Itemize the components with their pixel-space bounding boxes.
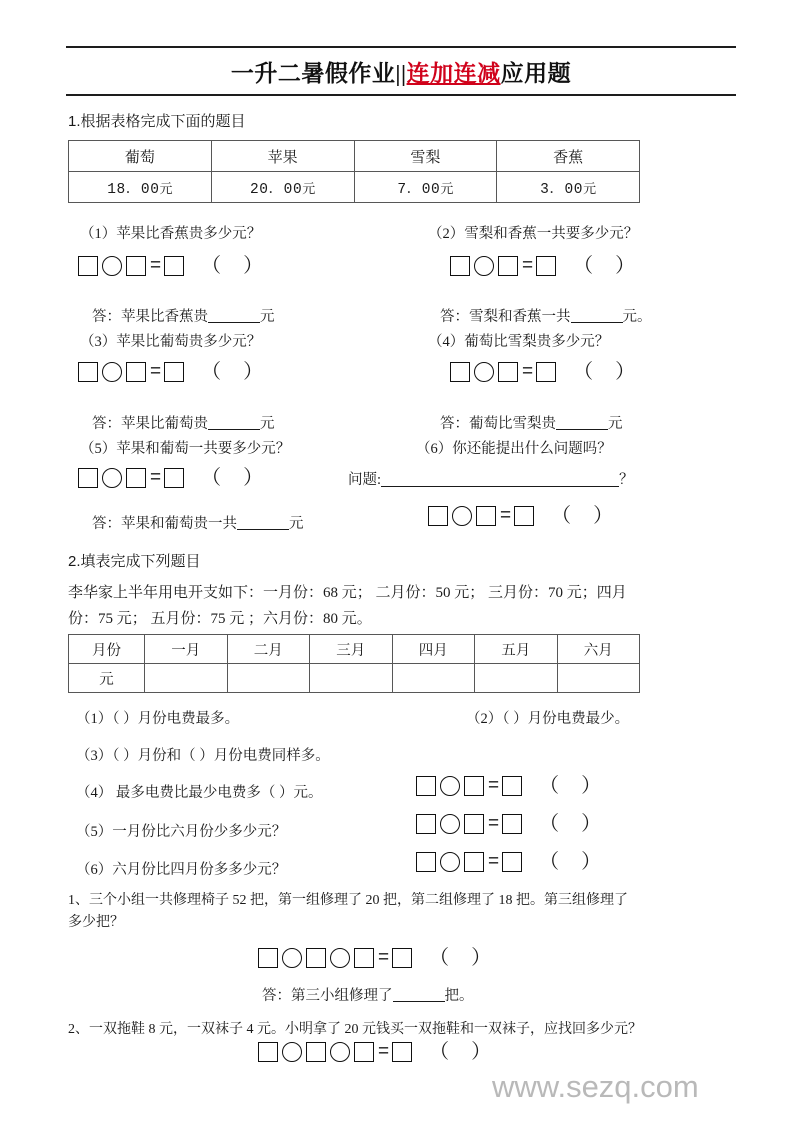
answer-prefix: 答：葡萄比雪梨贵: [440, 416, 556, 432]
section2-question-1: （1）（ ）月份电费最多。: [76, 711, 240, 727]
month-table-header-cell: 三月: [310, 635, 393, 664]
answer-box[interactable]: [354, 1042, 374, 1062]
month-table-header-cell: 五月: [475, 635, 558, 664]
answer-suffix: 元: [260, 309, 275, 325]
equals-sign: =: [522, 255, 534, 276]
price-unit: 元: [302, 180, 316, 196]
answer-blank[interactable]: [208, 309, 260, 323]
problem-prompt-label: 问题:: [348, 472, 382, 488]
page-title-highlight: 连加连减: [406, 61, 501, 86]
section2-question-4: （4） 最多电费比最少电费多（ ）元。: [76, 785, 323, 801]
answer-blank[interactable]: [208, 416, 260, 430]
price-value: 18．00: [107, 181, 160, 198]
price-table-header-cell: 葡萄: [69, 141, 212, 172]
formula-row-5: [78, 468, 285, 488]
unit-parentheses[interactable]: （）: [429, 1041, 514, 1063]
answer-prefix: 答：苹果和葡萄贵一共: [92, 516, 237, 532]
word-problem-1-line2: 多少把？: [68, 915, 124, 930]
word-problem-1-formula: [258, 948, 513, 968]
equals-sign: =: [150, 361, 162, 382]
operator-circle[interactable]: [330, 948, 350, 968]
answer-blank[interactable]: [556, 416, 608, 430]
formula-row-1: [78, 256, 285, 276]
page-title-suffix: 应用题: [500, 61, 572, 86]
answer-box[interactable]: [354, 948, 374, 968]
question-label-6: （6）你还能提出什么问题吗？: [416, 441, 612, 457]
unit-parentheses[interactable]: （）: [573, 361, 658, 383]
price-table-header-row: [69, 141, 640, 172]
unit-parentheses[interactable]: （）: [539, 775, 624, 797]
month-table-header-cell: 月份: [69, 635, 145, 664]
month-table-input-cell[interactable]: [392, 664, 475, 693]
section2-heading: 2.填表完成下列题目: [68, 553, 201, 570]
month-table-unit-cell: 元: [69, 664, 145, 693]
month-table-value-row: [69, 664, 640, 693]
answer-box[interactable]: [450, 256, 470, 276]
price-table-value-cell: [211, 172, 354, 203]
month-table-input-cell[interactable]: [145, 664, 228, 693]
unit-parentheses[interactable]: （）: [551, 505, 636, 527]
answer-suffix: 把。: [444, 988, 474, 1004]
price-table-value-row: [69, 172, 640, 203]
operator-circle[interactable]: [440, 776, 460, 796]
answer-box[interactable]: [78, 362, 98, 382]
formula-row-3: [78, 362, 285, 382]
section2-paragraph-line2: 份：75 元； 五月份：75 元 ；六月份：80 元。: [68, 611, 372, 627]
equals-sign: =: [378, 947, 390, 968]
price-value: 3．00: [540, 181, 584, 198]
price-unit: 元: [440, 180, 454, 196]
operator-circle[interactable]: [474, 362, 494, 382]
equals-sign: =: [488, 851, 500, 872]
problem-prompt-row: [348, 468, 634, 489]
answer-box[interactable]: [464, 776, 484, 796]
answer-prefix: 答：第三小组修理了: [262, 988, 393, 1004]
formula-row-6: [428, 506, 635, 526]
word-problem-1-line1: 1、三个小组一共修理椅子 52 把，第一组修理了 20 把，第二组修理了 18 把。第三组修理了: [68, 893, 628, 908]
section2-formula-row-4: [416, 776, 623, 796]
answer-line-2: [440, 305, 652, 326]
month-table-input-cell[interactable]: [310, 664, 393, 693]
answer-suffix: 元: [289, 516, 304, 532]
equals-sign: =: [378, 1041, 390, 1062]
answer-box[interactable]: [536, 256, 556, 276]
operator-circle[interactable]: [474, 256, 494, 276]
answer-suffix: 元: [260, 416, 275, 432]
equals-sign: =: [488, 813, 500, 834]
operator-circle[interactable]: [102, 468, 122, 488]
answer-box[interactable]: [258, 1042, 278, 1062]
answer-line-1: [92, 305, 275, 326]
section2-formula-row-6: [416, 852, 623, 872]
answer-box[interactable]: [428, 506, 448, 526]
operator-circle[interactable]: [102, 362, 122, 382]
month-table-header-cell: 六月: [557, 635, 640, 664]
question-label-1: （1）苹果比香蕉贵多少元？: [80, 226, 262, 242]
month-table-input-cell[interactable]: [557, 664, 640, 693]
site-watermark: www.sezq.com: [492, 1069, 699, 1104]
unit-parentheses[interactable]: （）: [201, 255, 286, 277]
unit-parentheses[interactable]: （）: [201, 361, 286, 383]
month-table-input-cell[interactable]: [475, 664, 558, 693]
month-table: [68, 634, 640, 693]
month-table-header-cell: 二月: [227, 635, 310, 664]
header-divider-bottom: [66, 94, 736, 96]
price-table-value-cell: [354, 172, 497, 203]
month-table-header-cell: 一月: [145, 635, 228, 664]
price-table-header-cell: 香蕉: [497, 141, 640, 172]
answer-box[interactable]: [514, 506, 534, 526]
answer-box[interactable]: [78, 256, 98, 276]
answer-box[interactable]: [392, 948, 412, 968]
answer-box[interactable]: [164, 468, 184, 488]
answer-box[interactable]: [306, 1042, 326, 1062]
section1-heading: 1.根据表格完成下面的题目: [68, 113, 246, 130]
page-title-prefix: 一升二暑假作业||: [230, 61, 407, 86]
section2-question-5: （5）一月份比六月份少多少元？: [76, 824, 287, 840]
answer-box[interactable]: [126, 256, 146, 276]
question-label-2: （2）雪梨和香蕉一共要多少元？: [428, 226, 639, 242]
operator-circle[interactable]: [330, 1042, 350, 1062]
price-unit: 元: [159, 180, 173, 196]
answer-line-5: [92, 512, 304, 533]
operator-circle[interactable]: [282, 948, 302, 968]
answer-blank[interactable]: [571, 309, 623, 323]
answer-box[interactable]: [502, 814, 522, 834]
answer-box[interactable]: [498, 362, 518, 382]
question-label-5: （5）苹果和葡萄一共要多少元？: [80, 441, 291, 457]
price-unit: 元: [583, 180, 597, 196]
operator-circle[interactable]: [102, 256, 122, 276]
word-problem-1-answer: [262, 984, 474, 1005]
header-divider-top: [66, 46, 736, 48]
problem-prompt-blank[interactable]: [381, 472, 619, 487]
equals-sign: =: [500, 505, 512, 526]
section2-question-6: （6）六月份比四月份多多少元？: [76, 862, 287, 878]
answer-box[interactable]: [164, 256, 184, 276]
equals-sign: =: [522, 361, 534, 382]
equals-sign: =: [150, 255, 162, 276]
price-table-header-cell: 苹果: [211, 141, 354, 172]
answer-blank[interactable]: [393, 988, 445, 1002]
answer-box[interactable]: [502, 776, 522, 796]
unit-parentheses[interactable]: （）: [539, 813, 624, 835]
problem-prompt-suffix: ？: [619, 472, 634, 488]
word-problem-2-line1: 2、一双拖鞋 8 元，一双袜子 4 元。小明拿了 20 元钱买一双拖鞋和一双袜子，应找回多少元？: [68, 1022, 642, 1037]
section2-paragraph-line1: 李华家上半年用电开支如下：一月份：68 元； 二月份：50 元； 三月份：70 元；四月: [68, 585, 627, 601]
operator-circle[interactable]: [452, 506, 472, 526]
operator-circle[interactable]: [440, 814, 460, 834]
formula-row-2: [450, 256, 657, 276]
month-table-header-cell: 四月: [392, 635, 475, 664]
section2-formula-row-5: [416, 814, 623, 834]
answer-line-4: [440, 412, 623, 433]
answer-box[interactable]: [502, 852, 522, 872]
unit-parentheses[interactable]: （）: [201, 467, 286, 489]
answer-box[interactable]: [464, 814, 484, 834]
question-label-4: （4）葡萄比雪梨贵多少元？: [428, 334, 610, 350]
equals-sign: =: [488, 775, 500, 796]
answer-box[interactable]: [126, 468, 146, 488]
price-table-value-cell: [69, 172, 212, 203]
operator-circle[interactable]: [282, 1042, 302, 1062]
answer-suffix: 元: [608, 416, 623, 432]
month-table-header-row: [69, 635, 640, 664]
answer-box[interactable]: [416, 776, 436, 796]
answer-suffix: 元。: [622, 309, 652, 325]
page-title: [66, 55, 736, 88]
formula-row-4: [450, 362, 657, 382]
answer-box[interactable]: [536, 362, 556, 382]
answer-box[interactable]: [258, 948, 278, 968]
answer-box[interactable]: [450, 362, 470, 382]
answer-box[interactable]: [464, 852, 484, 872]
unit-parentheses[interactable]: （）: [429, 947, 514, 969]
answer-box[interactable]: [392, 1042, 412, 1062]
answer-box[interactable]: [498, 256, 518, 276]
unit-parentheses[interactable]: （）: [573, 255, 658, 277]
word-problem-2-formula: [258, 1042, 513, 1062]
answer-line-3: [92, 412, 275, 433]
unit-parentheses[interactable]: （）: [539, 851, 624, 873]
answer-box[interactable]: [476, 506, 496, 526]
answer-prefix: 答：苹果比香蕉贵: [92, 309, 208, 325]
price-table-value-cell: [497, 172, 640, 203]
answer-box[interactable]: [416, 814, 436, 834]
price-table: [68, 140, 640, 203]
answer-blank[interactable]: [237, 516, 289, 530]
answer-box[interactable]: [126, 362, 146, 382]
price-table-header-cell: 雪梨: [354, 141, 497, 172]
month-table-input-cell[interactable]: [227, 664, 310, 693]
operator-circle[interactable]: [440, 852, 460, 872]
answer-box[interactable]: [306, 948, 326, 968]
answer-box[interactable]: [416, 852, 436, 872]
price-value: 20．00: [249, 181, 303, 198]
section2-question-2: （2）（ ）月份电费最少。: [466, 711, 630, 727]
answer-box[interactable]: [164, 362, 184, 382]
equals-sign: =: [150, 467, 162, 488]
question-label-3: （3）苹果比葡萄贵多少元？: [80, 334, 262, 350]
price-value: 7．00: [397, 181, 441, 198]
answer-prefix: 答：苹果比葡萄贵: [92, 416, 208, 432]
answer-prefix: 答：雪梨和香蕉一共: [440, 309, 571, 325]
answer-box[interactable]: [78, 468, 98, 488]
section2-question-3: （3）（ ）月份和（ ）月份电费同样多。: [76, 748, 330, 764]
